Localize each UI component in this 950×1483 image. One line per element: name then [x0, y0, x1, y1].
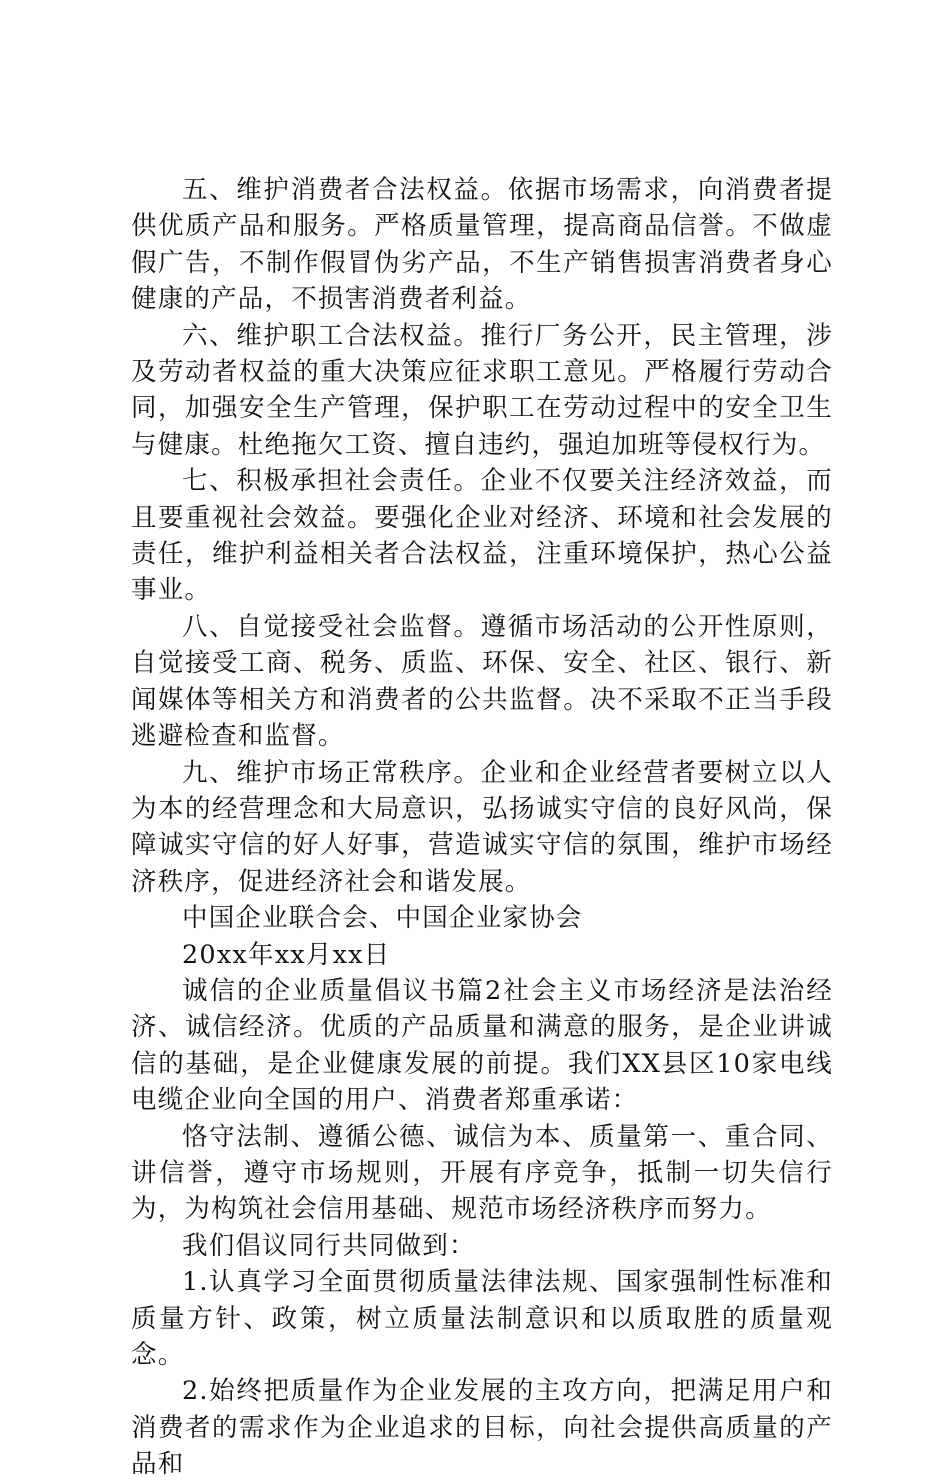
list-item-1: 1.认真学习全面贯彻质量法律法规、国家强制性标准和质量方针、政策，树立质量法制意识和以质取胜的质量观念。	[131, 1267, 833, 1370]
paragraph-social-responsibility: 七、积极承担社会责任。企业不仅要关注经济效益，而且要重视社会效益。要强化企业对经济、环境和社会发展的责任，维护利益相关者合法权益，注重环境保护，热心公益事业。	[131, 466, 833, 606]
paragraph-market-order: 九、维护市场正常秩序。企业和企业经营者要树立以人为本的经营理念和大局意识，弘扬诚实守信的良好风尚，保障诚实守信的好人好事，营造诚实守信的氛围，维护市场经济秩序，促进经济社会和谐发展。	[131, 757, 833, 897]
paragraph-consumer-rights: 五、维护消费者合法权益。依据市场需求，向消费者提供优质产品和服务。严格质量管理，提高商品信誉。不做虚假广告，不制作假冒伪劣产品，不生产销售损害消费者身心健康的产品，不损害消费者利益。	[131, 175, 833, 315]
paragraph-proposal-intro: 诚信的企业质量倡议书篇2社会主义市场经济是法治经济、诚信经济。优质的产品质量和满意的服务，是企业讲诚信的基础，是企业健康发展的前提。我们XX县区10家电线电缆企业向全国的用户、消费者郑重承诺：	[131, 975, 833, 1116]
paragraph-employee-rights: 六、维护职工合法权益。推行厂务公开，民主管理，涉及劳动者权益的重大决策应征求职工意见。严格履行劳动合同，加强安全生产管理，保护职工在劳动过程中的安全卫生与健康。杜绝拖欠工资、擅自违约，强迫加班等侵权行为。	[131, 320, 833, 460]
signature-date: 20xx年xx月xx日	[182, 939, 391, 970]
paragraph-commitment: 恪守法制、遵循公德、诚信为本、质量第一、重合同、讲信誉，遵守市场规则，开展有序竞争，抵制一切失信行为，为构筑社会信用基础、规范市场经济秩序而努力。	[131, 1121, 833, 1225]
list-item-2: 2.始终把质量作为企业发展的主攻方向，把满足用户和消费者的需求作为企业追求的目标，向社会提供高质量的产品和	[131, 1376, 833, 1480]
signature-organization: 中国企业联合会、中国企业家协会	[182, 903, 583, 934]
document-body	[131, 172, 833, 1483]
paragraph-call-to-peers: 我们倡议同行共同做到：	[182, 1230, 476, 1261]
paragraph-social-supervision: 八、自觉接受社会监督。遵循市场活动的公开性原则，自觉接受工商、税务、质监、环保、安全、社区、银行、新闻媒体等相关方和消费者的公共监督。决不采取不正当手段逃避检查和监督。	[131, 611, 833, 752]
